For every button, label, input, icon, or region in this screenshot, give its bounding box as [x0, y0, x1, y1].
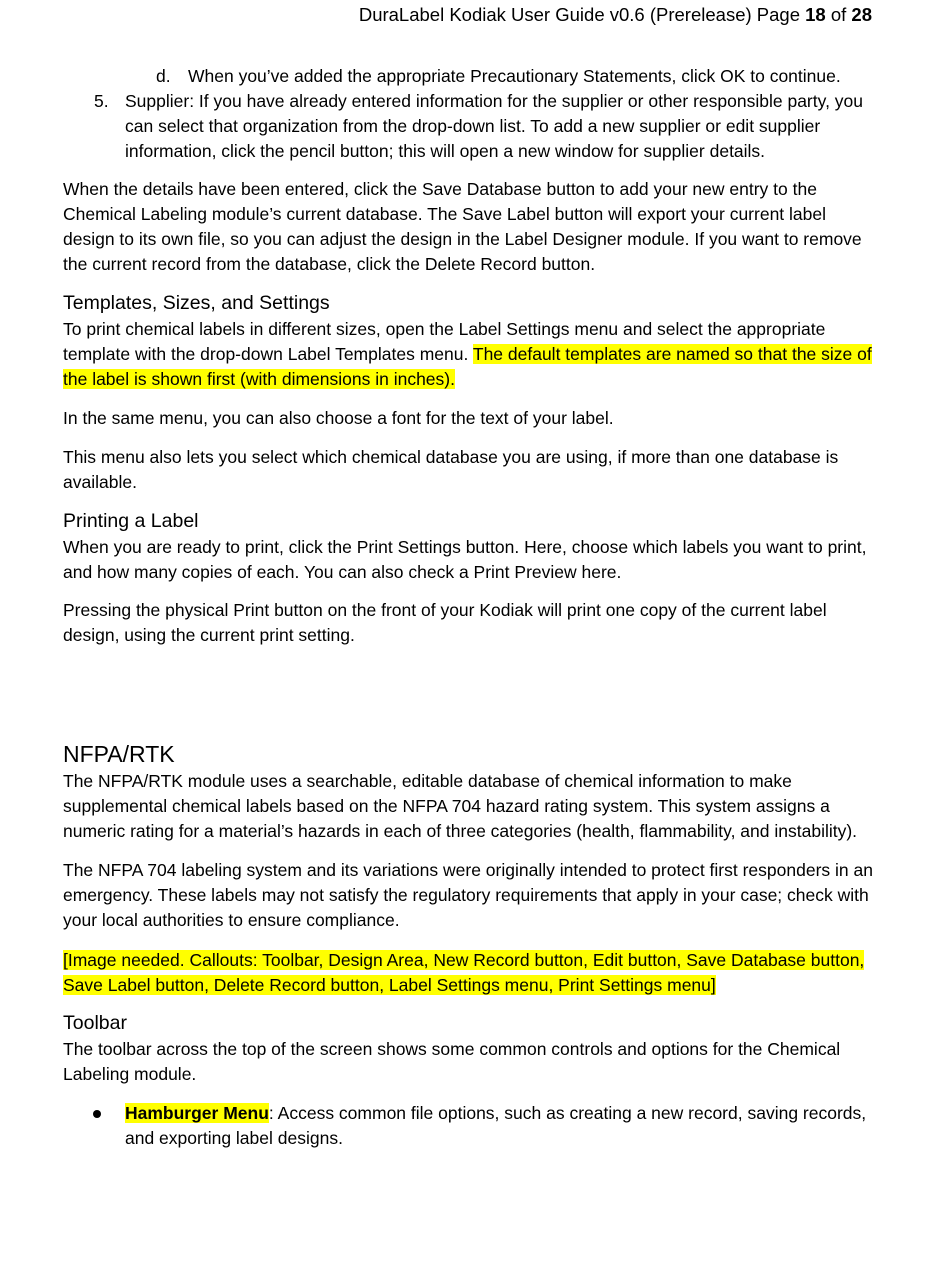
- heading-printing: Printing a Label: [63, 510, 199, 532]
- paragraph-templates-plain: To print chemical labels in different sizes, open the Label Settings menu and select the appropriate template with the drop-down Label Templates menu.: [63, 319, 826, 364]
- paragraph-nfpa-1-text: The NFPA/RTK module uses a searchable, editable database of chemical information to make supplemental chemical labels based on the NFPA 704 hazard rating system. This system assigns a numeric rating for a material’s hazards in each of three categories (health, flammability, and instability).: [63, 771, 858, 841]
- paragraph-nfpa-2-text: The NFPA 704 labeling system and its variations were originally intended to protect first responders in an emergency. These labels may not satisfy the regulatory requirements that apply in your case; check with your local authorities to ensure compliance.: [63, 860, 873, 930]
- list-item-d: [0, 64, 950, 89]
- header-page-of: of: [825, 4, 852, 25]
- paragraph-templates-3-text: This menu also lets you select which chemical database you are using, if more than one database is available.: [63, 447, 839, 492]
- list-marker-d: d.: [156, 66, 171, 86]
- paragraph-nfpa-2: [63, 858, 873, 933]
- image-needed-note: [63, 948, 873, 998]
- heading-nfpa-rtk: NFPA/RTK: [63, 741, 175, 767]
- header-title: DuraLabel Kodiak User Guide v0.6 (Prerelease) Page: [358, 4, 806, 25]
- header-page-total: 28: [851, 4, 872, 25]
- paragraph-templates-1: [63, 317, 873, 392]
- paragraph-toolbar: [63, 1037, 873, 1087]
- paragraph-templates-2-text: In the same menu, you can also choose a font for the text of your label.: [63, 408, 614, 428]
- bullet-hamburger-menu: [0, 1101, 950, 1151]
- paragraph-save-database: [63, 177, 873, 277]
- page-header: [359, 3, 872, 27]
- paragraph-nfpa-1: [63, 769, 873, 844]
- highlight-hamburger-menu: Hamburger Menu: [125, 1103, 269, 1123]
- highlight-default-templates: The default templates are named so that the size of the label is shown first (with dimensions in inches).: [63, 344, 872, 389]
- bullet-icon: [93, 1110, 101, 1118]
- heading-toolbar: Toolbar: [63, 1012, 127, 1034]
- paragraph-printing-2: [63, 598, 873, 648]
- paragraph-templates-2: [63, 406, 873, 431]
- bullet-hamburger-text: [125, 1101, 877, 1151]
- list-text-d: When you’ve added the appropriate Precautionary Statements, click OK to continue.: [188, 66, 841, 86]
- heading-templates: Templates, Sizes, and Settings: [63, 292, 330, 314]
- paragraph-toolbar-text: The toolbar across the top of the screen shows some common controls and options for the Chemical Labeling module.: [63, 1039, 841, 1084]
- bullet-hamburger-description: : Access common file options, such as creating a new record, saving records, and exporting label designs.: [125, 1103, 867, 1148]
- list-item-5: [0, 89, 950, 164]
- paragraph-save-database-text: When the details have been entered, click the Save Database button to add your new entry to the Chemical Labeling module’s current database. The Save Label button will export your current label design to its own file, so you can adjust the design in the Label Designer module. If you want to remove the current record from the database, click the Delete Record button.: [63, 179, 862, 274]
- list-marker-5: 5.: [94, 91, 109, 111]
- paragraph-printing-1-text: When you are ready to print, click the Print Settings button. Here, choose which labels you want to print, and how many copies of each. You can also check a Print Preview here.: [63, 537, 867, 582]
- paragraph-printing-1: [63, 535, 873, 585]
- highlight-image-needed: [Image needed. Callouts: Toolbar, Design Area, New Record button, Edit button, Save Database button, Save Label button, Delete Record button, Label Settings menu, Print Settings menu]: [63, 950, 865, 995]
- paragraph-printing-2-text: Pressing the physical Print button on the front of your Kodiak will print one copy of the current label design, using the current print setting.: [63, 600, 827, 645]
- paragraph-templates-3: [63, 445, 873, 495]
- header-page-current: 18: [805, 4, 826, 25]
- list-text-5: Supplier: If you have already entered information for the supplier or other responsible party, you can select that organization from the drop-down list. To add a new supplier or edit supplier information, click the pencil button; this will open a new window for supplier details.: [125, 91, 864, 161]
